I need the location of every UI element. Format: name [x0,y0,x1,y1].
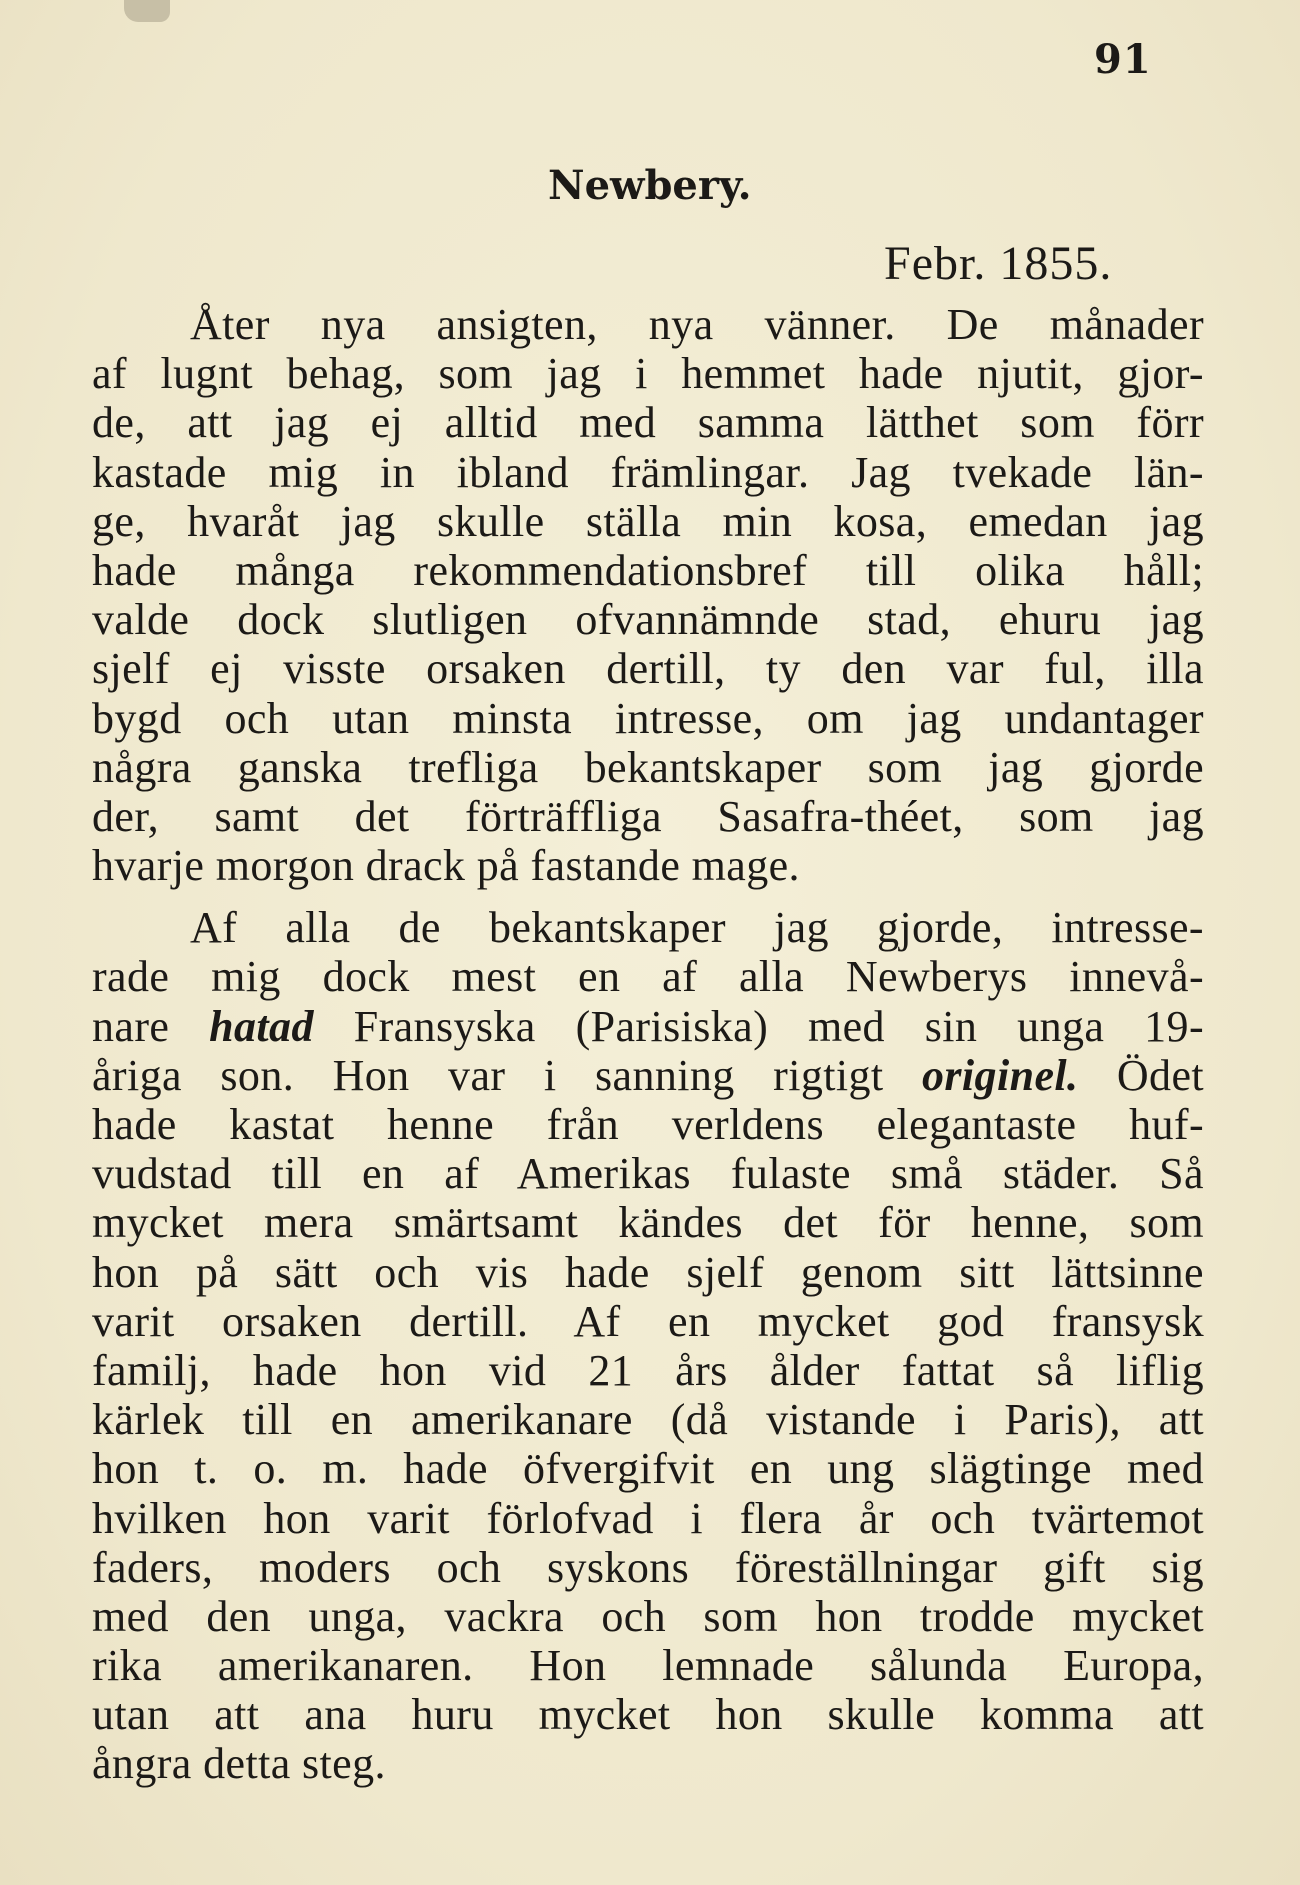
paragraph [92,903,1204,1788]
text-line [92,1051,1204,1100]
text-line: vudstad till en af Amerikas fulaste små städer. Så [92,1149,1204,1199]
emphasis-text: hatad [209,1001,314,1051]
text-line: der, samt det förträffliga Sasafra-théet, som jag [92,791,1204,841]
text-line: valde dock slutligen ofvannämnde stad, ehuru jag [92,595,1204,645]
text-line: Af alla de bekantskaper jag gjorde, intresse- [190,903,1204,953]
page-number: 91 [1094,36,1152,83]
text-line: rade mig dock mest en af alla Newberys innevå- [92,952,1204,1002]
text-line: hon på sätt och vis hade sjelf genom sitt lättsinne [92,1247,1204,1297]
text-line: ångra detta steg. [92,1739,386,1789]
text-line: de, att jag ej alltid med samma lätthet som förr [92,398,1204,448]
text-line: hon t. o. m. hade öfvergifvit en ung slägtinge med [92,1444,1204,1494]
text-line: rika amerikanaren. Hon lemnade sålunda Europa, [92,1641,1204,1691]
dateline: Febr. 1855. [884,237,1113,290]
text-line: familj, hade hon vid 21 års ålder fattat så liflig [92,1345,1204,1395]
text-line: bygd och utan minsta intresse, om jag undantager [92,693,1204,743]
text-line: hvilken hon varit förlofvad i flera år och tvärtemot [92,1493,1204,1543]
paragraph-gap [92,890,1204,903]
text-line [92,1002,1204,1051]
text-line: varit orsaken dertill. Af en mycket god fransysk [92,1296,1204,1346]
text-line: hade många rekommendationsbref till olika håll; [92,545,1204,595]
text-line: med den unga, vackra och som hon trodde mycket [92,1591,1204,1641]
text-run: åriga son. Hon var i sanning rigtigt [92,1050,922,1100]
paper-stain [124,0,170,22]
text-line: faders, moders och syskons föreställningar gift sig [92,1542,1204,1592]
text-line: ge, hvaråt jag skulle ställa min kosa, emedan jag [92,496,1204,546]
text-run: Fransyska (Parisiska) med sin unga 19- [313,1001,1204,1051]
text-line: kärlek till en amerikanare (då vistande i Paris), att [92,1395,1204,1445]
text-line: Åter nya ansigten, nya vänner. De månader [190,300,1204,349]
text-line: sjelf ej visste orsaken dertill, ty den var ful, illa [92,644,1204,694]
text-line: af lugnt behag, som jag i hemmet hade njutit, gjor- [92,349,1204,399]
text-line: några ganska trefliga bekantskaper som jag gjorde [92,742,1204,792]
text-line: hade kastat henne från verldens elegantaste huf- [92,1100,1204,1149]
text-run: nare [92,1001,210,1051]
body-text [92,300,1204,1789]
text-line: kastade mig in ibland främlingar. Jag tvekade län- [92,447,1204,497]
emphasis-text: originel. [922,1050,1079,1100]
text-line: hvarje morgon drack på fastande mage. [92,841,800,891]
text-run: Ödet [1078,1050,1205,1100]
chapter-title: Newbery. [548,162,752,209]
text-line: mycket mera smärtsamt kändes det för henne, som [92,1198,1204,1248]
text-line: utan att ana huru mycket hon skulle komma att [92,1690,1204,1740]
paragraph [92,300,1204,890]
